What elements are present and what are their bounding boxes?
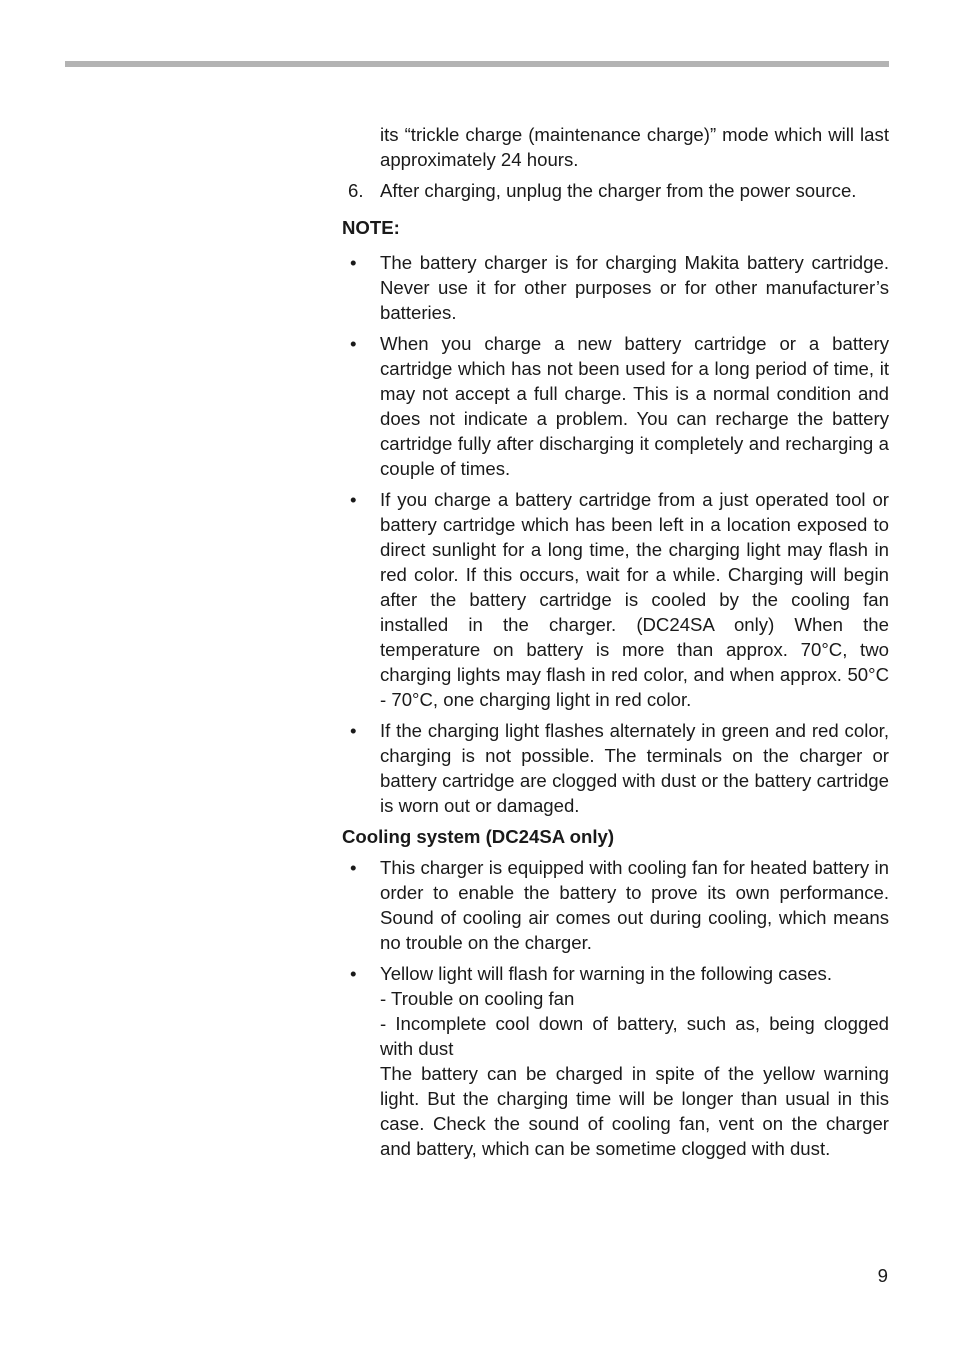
note-item-2: [342, 331, 889, 481]
step-5-continuation: [342, 122, 889, 172]
note-item-text: The battery charger is for charging Makita battery cartridge. Never use it for other purposes or for other manufacturer’s batteries.: [380, 252, 889, 323]
page-number: 9: [877, 1265, 888, 1286]
warning-intro: Yellow light will flash for warning in the following cases.: [380, 963, 832, 984]
cooling-item-1: [342, 855, 889, 955]
cooling-item-2: [342, 961, 889, 1161]
warning-case-1: - Trouble on cooling fan: [380, 988, 575, 1009]
cooling-item-text: This charger is equipped with cooling fan for heated battery in order to enable the battery to prove its own performance. Sound of cooling air comes out during cooling, which means no trouble on the charger.: [380, 857, 889, 953]
bullet-icon: •: [350, 857, 357, 878]
continuation-text: its “trickle charge (maintenance charge)” mode which will last approximately 24 hours.: [380, 124, 889, 170]
cooling-heading: Cooling system (DC24SA only): [342, 826, 615, 847]
step-text: After charging, unplug the charger from the power source.: [380, 180, 857, 201]
note-item-text: If the charging light flashes alternately in green and red color, charging is not possible. The terminals on the charger or battery cartridge are clogged with dust or the battery cartridge is worn out or damaged.: [380, 720, 889, 816]
step-6: [342, 178, 889, 203]
note-item-4: [342, 718, 889, 818]
note-item-text: If you charge a battery cartridge from a just operated tool or battery cartridge which has been left in a location exposed to direct sunlight for a long time, the charging light may flash in red color. If this occurs, wait for a while. Charging will begin after the battery cartridge is cooled by the cooling fan installed in the charger. (DC24SA only) When the temperature on battery is more than approx. 70°C, two charging lights may flash in red color, and when approx. 50°C - 70°C, one charging light in red color.: [380, 489, 889, 710]
note-item-3: [342, 487, 889, 712]
bullet-icon: •: [350, 720, 357, 741]
note-heading: NOTE:: [342, 217, 400, 238]
note-item-1: [342, 250, 889, 325]
text-column: [342, 122, 889, 1161]
note-item-text: When you charge a new battery cartridge or a battery cartridge which has not been used for a long period of time, it may not accept a full charge. This is a normal condition and does not indicate a problem. You can recharge the battery cartridge fully after discharging it completely and recharging a couple of times.: [380, 333, 889, 479]
bullet-icon: •: [350, 252, 357, 273]
bullet-icon: •: [350, 963, 357, 984]
header-rule: [65, 61, 889, 67]
warning-case-2: - Incomplete cool down of battery, such as, being clogged with dust: [380, 1013, 889, 1059]
bullet-icon: •: [350, 333, 357, 354]
bullet-icon: •: [350, 489, 357, 510]
step-number: 6.: [348, 180, 364, 201]
warning-detail: The battery can be charged in spite of the yellow warning light. But the charging time will be longer than usual in this case. Check the sound of cooling fan, vent on the charger and battery, which can be sometime clogged with dust.: [380, 1063, 889, 1159]
